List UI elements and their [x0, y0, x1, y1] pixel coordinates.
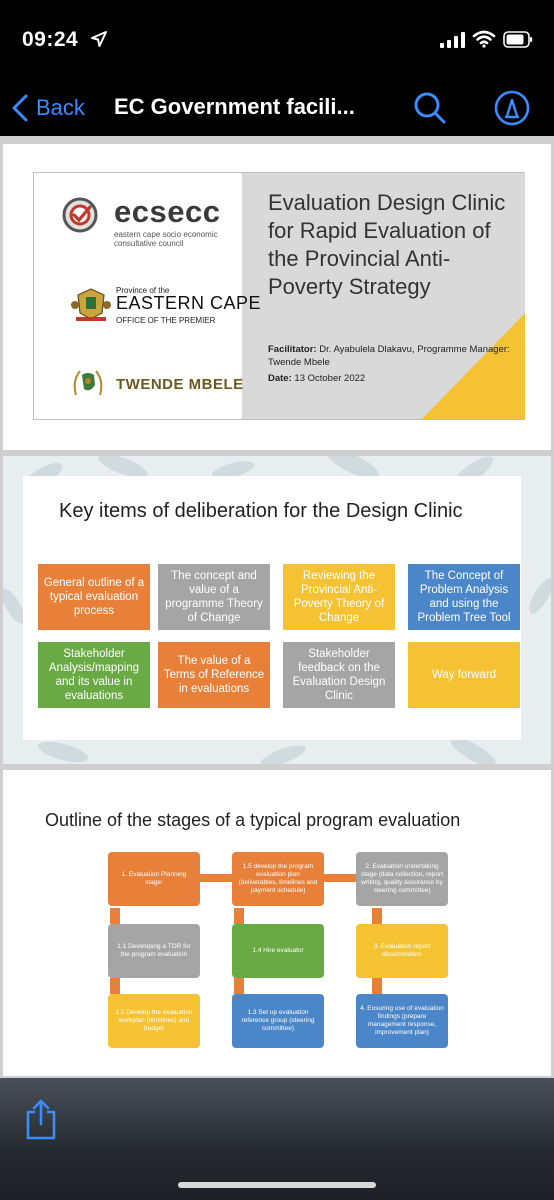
status-time: 09:24 — [22, 28, 79, 51]
province-logo-office-text: OFFICE OF THE PREMIER — [116, 316, 216, 325]
flow-node: 1. Evaluation Planning stage: — [108, 852, 200, 906]
document-viewer[interactable] — [0, 136, 554, 1078]
facilitator-value: Dr. Ayabulela Dlakavu, Programme Manager: Twende Mbele — [268, 344, 510, 368]
wifi-icon — [472, 30, 496, 48]
document-title: EC Government facili... — [114, 94, 355, 119]
date-line — [268, 373, 365, 384]
slide-2-title: Key items of deliberation for the Design Clinic — [59, 500, 463, 522]
deliberation-item: Reviewing the Provincial Anti-Poverty Theory of Change — [283, 564, 395, 630]
province-logo-small-text: Province of the — [116, 286, 170, 295]
flow-node: 1.4 Hire evaluator — [232, 924, 324, 978]
markup-pen-icon[interactable] — [492, 88, 532, 128]
cellular-signal-icon — [440, 32, 466, 48]
flow-connector — [200, 874, 232, 882]
twende-mbele-logo-icon — [70, 365, 106, 399]
facilitator-line — [268, 343, 518, 369]
home-indicator[interactable] — [178, 1182, 376, 1188]
flow-node: 1.5 develop the program evaluation plan (deliverables, timelines and payment schedule) — [232, 852, 324, 906]
deliberation-item: Stakeholder feedback on the Evaluation Design Clinic — [283, 642, 395, 708]
slide-2[interactable] — [3, 456, 551, 764]
slide-title: Evaluation Design Clinic for Rapid Evaluation of the Provincial Anti-Poverty Strategy — [268, 190, 506, 299]
flow-connector — [324, 874, 356, 882]
flow-connector — [234, 978, 244, 994]
share-icon[interactable] — [24, 1098, 58, 1140]
search-icon[interactable] — [410, 88, 450, 128]
province-logo-text: EASTERN CAPE — [116, 293, 262, 313]
flow-connector — [234, 908, 244, 924]
deliberation-item: General outline of a typical evaluation process — [38, 564, 150, 630]
flow-connector — [372, 908, 382, 924]
twende-mbele-logo-text: TWENDE MBELE — [116, 376, 244, 393]
ecsecc-logo-subtitle: eastern cape socio economic consultative council — [114, 230, 218, 248]
flow-connector — [110, 908, 120, 924]
battery-icon — [503, 31, 533, 48]
bottom-toolbar — [0, 1078, 554, 1200]
slide-3-title: Outline of the stages of a typical program evaluation — [45, 810, 461, 830]
flow-connector — [110, 978, 120, 994]
deliberation-item: The concept and value of a programme Theory of Change — [158, 564, 270, 630]
date-value: 13 October 2022 — [291, 373, 366, 384]
flow-node: 1.1 Developing a TOR for the program evaluation — [108, 924, 200, 978]
flow-connector — [372, 978, 382, 994]
deliberation-item: The value of a Terms of Reference in evaluations — [158, 642, 270, 708]
ecsecc-logo-text: ecsecc — [114, 194, 221, 229]
back-button[interactable] — [10, 90, 85, 126]
flow-node: 1.3 Set up evaluation reference group (steering committee) — [232, 994, 324, 1048]
deliberation-item: Stakeholder Analysis/mapping and its value in evaluations — [38, 642, 150, 708]
chevron-left-icon — [10, 93, 30, 123]
back-label: Back — [36, 95, 85, 120]
date-label: Date: — [268, 373, 292, 384]
flow-node: 1.2 Develop the evaluation workplan (timelines) and budget — [108, 994, 200, 1048]
flow-node: 2. Evaluation undertaking stage (data collection, report writing, quality assurance by steering committee) — [356, 852, 448, 906]
deliberation-item: Way forward — [408, 642, 520, 708]
coat-of-arms-icon — [70, 285, 112, 323]
slide-1[interactable] — [3, 144, 551, 450]
flow-node: 4. Ensuring use of evaluation findings (prepare management response, improvement plan) — [356, 994, 448, 1048]
ecsecc-logo-icon — [62, 197, 98, 233]
facilitator-label: Facilitator: — [268, 344, 317, 355]
title-slide-frame — [33, 172, 525, 420]
deliberation-item: The Concept of Problem Analysis and using the Problem Tree Tool — [408, 564, 520, 630]
flow-node: 3. Evaluation report dissemination — [356, 924, 448, 978]
status-bar — [0, 0, 554, 80]
slide-3[interactable] — [3, 770, 551, 1076]
navigation-bar — [0, 80, 554, 136]
location-arrow-icon — [90, 30, 108, 48]
